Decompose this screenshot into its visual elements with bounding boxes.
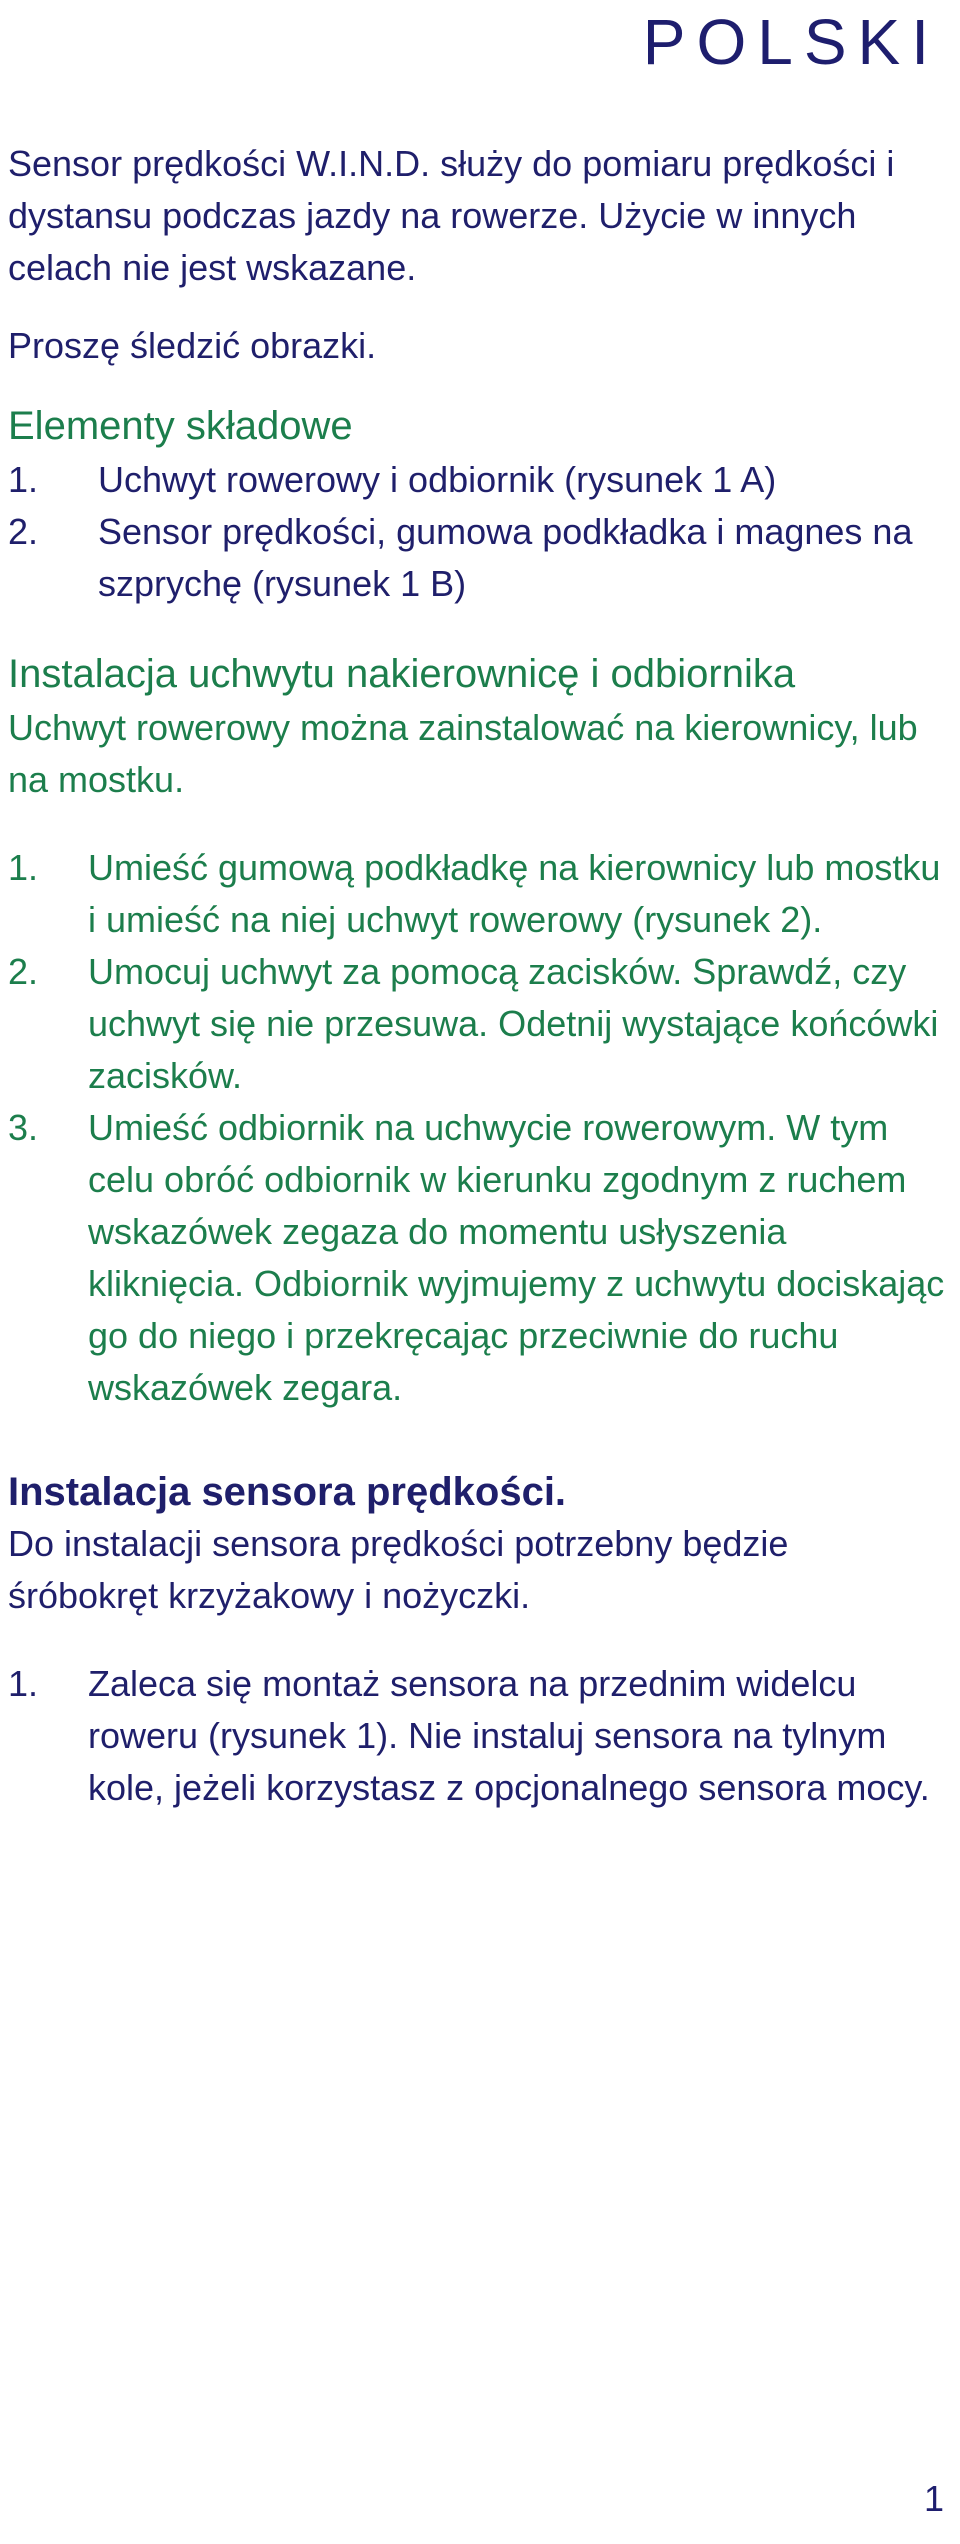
list-item: [8, 1102, 948, 1414]
list-item-number: 3.: [8, 1107, 39, 1148]
instruction-note: Proszę śledzić obrazki.: [8, 325, 377, 366]
list-item: [8, 1658, 948, 1814]
sensor-intro: Do instalacji sensora prędkości potrzebny będzie śróbokręt krzyżakowy i nożyczki.: [8, 1523, 789, 1616]
sensor-steps: [8, 1658, 948, 1814]
list-item: [8, 454, 948, 506]
list-item-number: 1.: [8, 1663, 39, 1704]
list-item-number: 2.: [8, 511, 39, 552]
components-heading: Elementy składowe: [8, 404, 353, 448]
document-body: [8, 138, 948, 1814]
sensor-heading: Instalacja sensora prędkości.: [8, 1470, 567, 1514]
components-list: [8, 454, 948, 610]
list-item-text: Umieść gumową podkładkę na kierownicy lub mostku i umieść na niej uchwyt rowerowy (rysunek 2).: [88, 847, 941, 940]
list-item: [8, 506, 948, 610]
list-item: [8, 842, 948, 946]
list-item-number: 1.: [8, 459, 39, 500]
list-item-text: Uchwyt rowerowy i odbiornik (rysunek 1 A): [98, 459, 777, 500]
mount-steps: [8, 842, 948, 1414]
list-item-text: Zaleca się montaż sensora na przednim widelcu roweru (rysunek 1). Nie instaluj sensora na tylnym kole, jeżeli korzystasz z opcjonalnego sensora mocy.: [88, 1663, 930, 1808]
list-item-number: 2.: [8, 951, 39, 992]
page-title: POLSKI: [642, 6, 940, 78]
list-item: [8, 946, 948, 1102]
intro-paragraph: Sensor prędkości W.I.N.D. służy do pomiaru prędkości i dystansu podczas jazdy na rowerze. Użycie w innych celach nie jest wskazane.: [8, 143, 895, 288]
mount-intro: Uchwyt rowerowy można zainstalować na kierownicy, lub na mostku.: [8, 707, 918, 800]
list-item-text: Sensor prędkości, gumowa podkładka i magnes na szprychę (rysunek 1 B): [98, 511, 913, 604]
mount-heading: Instalacja uchwytu nakierownicę i odbiornika: [8, 652, 796, 696]
list-item-text: Umocuj uchwyt za pomocą zacisków. Sprawdź, czy uchwyt się nie przesuwa. Odetnij wystające końcówki zacisków.: [88, 951, 939, 1096]
page-number: 1: [923, 2478, 944, 2519]
list-item-number: 1.: [8, 847, 39, 888]
list-item-text: Umieść odbiornik na uchwycie rowerowym. W tym celu obróć odbiornik w kierunku zgodnym z ruchem wskazówek zegaza do momentu usłyszenia kliknięcia. Odbiornik wyjmujemy z uchwytu dociskając go do niego i przekręcając przeciwnie do ruchu wskazówek zegara.: [88, 1107, 945, 1408]
